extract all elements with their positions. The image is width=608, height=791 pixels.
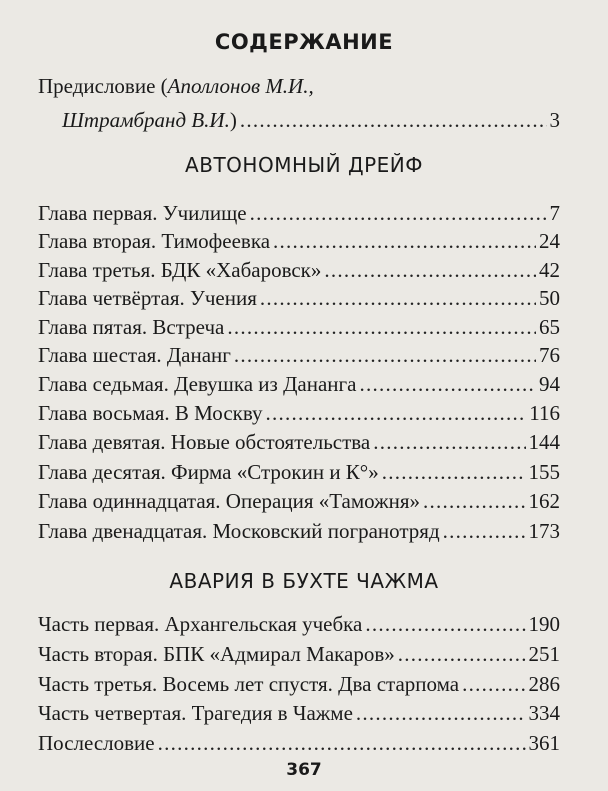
entry-label: Глава первая. Училище [38,201,247,225]
page-number: 286 [528,672,560,696]
page-number: 144 [528,430,560,454]
leader-dots [356,701,526,725]
page-number: 251 [528,642,560,666]
section-title: АВТОНОМНЫЙ ДРЕЙФ [185,153,423,177]
toc-entry [38,229,560,253]
preface-entry [62,108,560,132]
toc-entry [38,258,560,282]
entry-label: Глава одиннадцатая. Операция «Таможня» [38,489,421,513]
page-number: 50 [539,286,560,310]
page-number: 65 [539,315,560,339]
preface-label: Предисловие ( [38,74,168,98]
entry-label: Послесловие [38,731,155,755]
toc-entry [38,430,560,454]
toc-entry [38,612,560,636]
toc-entry [38,731,560,755]
page-title: СОДЕРЖАНИЕ [214,30,394,54]
toc-entry [38,401,560,425]
toc-entry [38,519,560,543]
leader-dots [382,460,526,484]
preface-line-1 [38,74,314,98]
leader-dots [158,731,526,755]
toc-entry [38,315,560,339]
leader-dots [250,201,547,225]
toc-entry [38,460,560,484]
leader-dots [227,315,536,339]
entry-label: Глава десятая. Фирма «Строкин и К°» [38,460,379,484]
page-number: 116 [529,401,560,425]
page-number: 162 [528,489,560,513]
toc-entry [38,701,560,725]
toc-entry [38,201,560,225]
page-number: 155 [528,460,560,484]
entry-label: Часть первая. Архангельская учебка [38,612,363,636]
preface-authors-1: Аполлонов М.И., [167,74,314,98]
leader-dots [324,258,536,282]
leader-dots [373,430,525,454]
leader-dots [423,489,525,513]
preface-authors-2: Штрамбранд В.И. [62,108,230,132]
leader-dots [359,372,536,396]
leader-dots [266,401,527,425]
page-number: 42 [539,258,560,282]
page-number: 334 [528,701,560,725]
entry-label: Часть третья. Восемь лет спустя. Два старпома [38,672,460,696]
toc-entry [38,642,560,666]
entry-label: Глава седьмая. Девушка из Дананга [38,372,357,396]
page-number: 76 [539,343,560,367]
page-number: 3 [549,108,560,132]
page-number: 190 [528,612,560,636]
page-number: 94 [539,372,560,396]
toc-entry [38,489,560,513]
entry-label: Глава шестая. Дананг [38,343,231,367]
entry-label: Глава девятая. Новые обстоятельства [38,430,371,454]
leader-dots [462,672,525,696]
toc-entry [38,343,560,367]
toc-entry [38,672,560,696]
leader-dots [443,519,526,543]
page-number: 7 [549,201,560,225]
entry-label: Часть вторая. БПК «Адмирал Макаров» [38,642,395,666]
page-footer-number: 367 [286,760,322,780]
preface-close: ) [229,108,237,132]
page-number: 173 [528,519,560,543]
leader-dots [234,343,536,367]
page-number: 24 [539,229,560,253]
section-title: АВАРИЯ В БУХТЕ ЧАЖМА [169,569,439,593]
entry-label: Глава третья. БДК «Хабаровск» [38,258,322,282]
leader-dots [260,286,536,310]
page-number: 361 [528,731,560,755]
entry-label: Глава вторая. Тимофеевка [38,229,271,253]
toc-entry [38,372,560,396]
leader-dots [365,612,525,636]
leader-dots [273,229,536,253]
entry-label: Часть четвертая. Трагедия в Чажме [38,701,353,725]
toc-entry [38,286,560,310]
entry-label: Глава пятая. Встреча [38,315,225,339]
entry-label: Глава двенадцатая. Московский погранотряд [38,519,440,543]
leader-dots [398,642,526,666]
entry-label: Глава восьмая. В Москву [38,401,263,425]
entry-label: Глава четвёртая. Учения [38,286,257,310]
leader-dots [240,108,547,132]
